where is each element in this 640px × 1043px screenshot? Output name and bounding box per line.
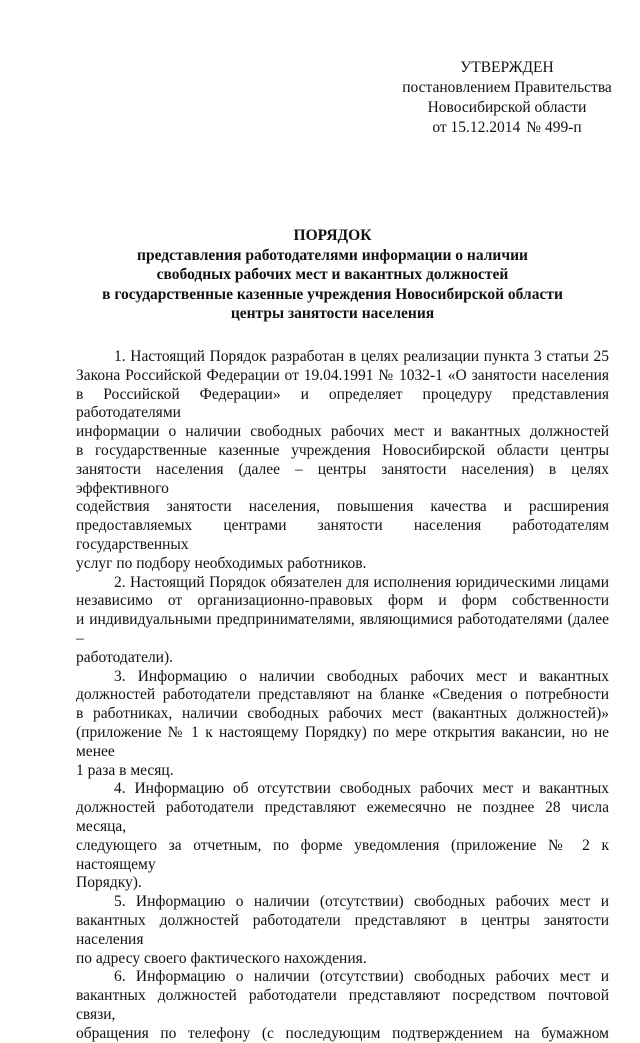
paragraph-line: вакантных должностей работодатели представляют посредством почтовой связи, <box>76 987 609 1023</box>
paragraph-line: работодатели). <box>76 648 174 666</box>
approval-date: от 15.12.2014 <box>432 119 521 136</box>
paragraph-2 <box>76 574 609 668</box>
paragraph-line: вакантных должностей работодатели представляют в центры занятости населения <box>76 911 609 948</box>
paragraph-line: содействия занятости населения, повышения качества и расширения <box>76 498 609 516</box>
paragraph-4 <box>76 780 609 893</box>
paragraph-line: в работниках, наличии свободных рабочих мест (вакантных должностей)» <box>76 705 609 723</box>
approval-number: № 499-п <box>526 119 582 136</box>
paragraph-line: независимо от организационно-правовых форм и форм собственности <box>76 592 609 610</box>
approval-date-line <box>392 118 622 138</box>
title-line-3: в государственные казенные учреждения Новосибирской области <box>102 285 563 303</box>
paragraph-line: 3. Информацию о наличии свободных рабочих мест и вакантных <box>114 667 609 685</box>
paragraph-line: Порядку). <box>76 874 142 892</box>
paragraph-6 <box>76 968 609 1043</box>
document-title <box>60 226 605 324</box>
approval-stamp <box>392 58 622 138</box>
paragraph-line: в государственные казенные учреждения Новосибирской области центры <box>76 441 609 459</box>
approval-region: Новосибирской области <box>427 99 587 116</box>
paragraph-line: (приложение № 1 к настоящему Порядку) по мере открытия вакансии, но не менее <box>76 723 609 760</box>
paragraph-line: 5. Информацию о наличии (отсутствии) свободных рабочих мест и <box>114 893 609 911</box>
title-heading: ПОРЯДОК <box>293 227 372 244</box>
paragraph-line: 1. Настоящий Порядок разработан в целях реализации пункта 3 статьи 25 <box>114 348 609 365</box>
paragraph-line: информации о наличии свободных рабочих мест и вакантных должностей <box>76 423 609 441</box>
approval-authority: постановлением Правительства <box>402 79 612 96</box>
paragraph-line: 2. Настоящий Порядок обязателен для исполнения юридическими лицами <box>114 573 609 591</box>
paragraph-line: услуг по подбору необходимых работников. <box>76 554 367 572</box>
paragraph-line: предоставляемых центрами занятости населения работодателям государственных <box>76 517 609 553</box>
paragraph-line: занятости населения (далее – центры занятости населения) в целях эффективного <box>76 460 609 497</box>
paragraph-line: в Российской Федерации» и определяет процедуру представления работодателями <box>76 385 609 422</box>
paragraph-line: должностей работодатели представляют на бланке «Сведения о потребности <box>76 686 609 704</box>
paragraph-1 <box>76 348 609 574</box>
paragraph-line: 6. Информацию о наличии (отсутствии) свободных рабочих мест и <box>114 968 609 986</box>
paragraph-3 <box>76 668 609 781</box>
paragraph-5 <box>76 893 609 968</box>
paragraph-line: должностей работодатели представляют ежемесячно не позднее 28 числа месяца, <box>76 799 609 835</box>
paragraph-line: Закона Российской Федерации от 19.04.1991 № 1032-1 «О занятости населения <box>76 366 609 384</box>
paragraph-line: и индивидуальными предпринимателями, являющимися работодателями (далее – <box>76 611 609 647</box>
paragraph-line: по адресу своего фактического нахождения. <box>76 949 367 967</box>
title-line-4: центры занятости населения <box>230 305 435 322</box>
paragraph-line: следующего за отчетным, по форме уведомления (приложение № 2 к настоящему <box>76 836 609 873</box>
approval-heading: УТВЕРЖДЕН <box>460 59 554 76</box>
document-body <box>76 348 609 1043</box>
paragraph-line: 4. Информацию об отсутствии свободных рабочих мест и вакантных <box>114 780 609 798</box>
paragraph-line: обращения по телефону (с последующим подтверждением на бумажном <box>76 1024 609 1042</box>
title-line-2: свободных рабочих мест и вакантных должностей <box>156 266 509 283</box>
paragraph-line: 1 раза в месяц. <box>76 761 174 779</box>
title-line-1: представления работодателями информации о наличии <box>137 246 528 264</box>
